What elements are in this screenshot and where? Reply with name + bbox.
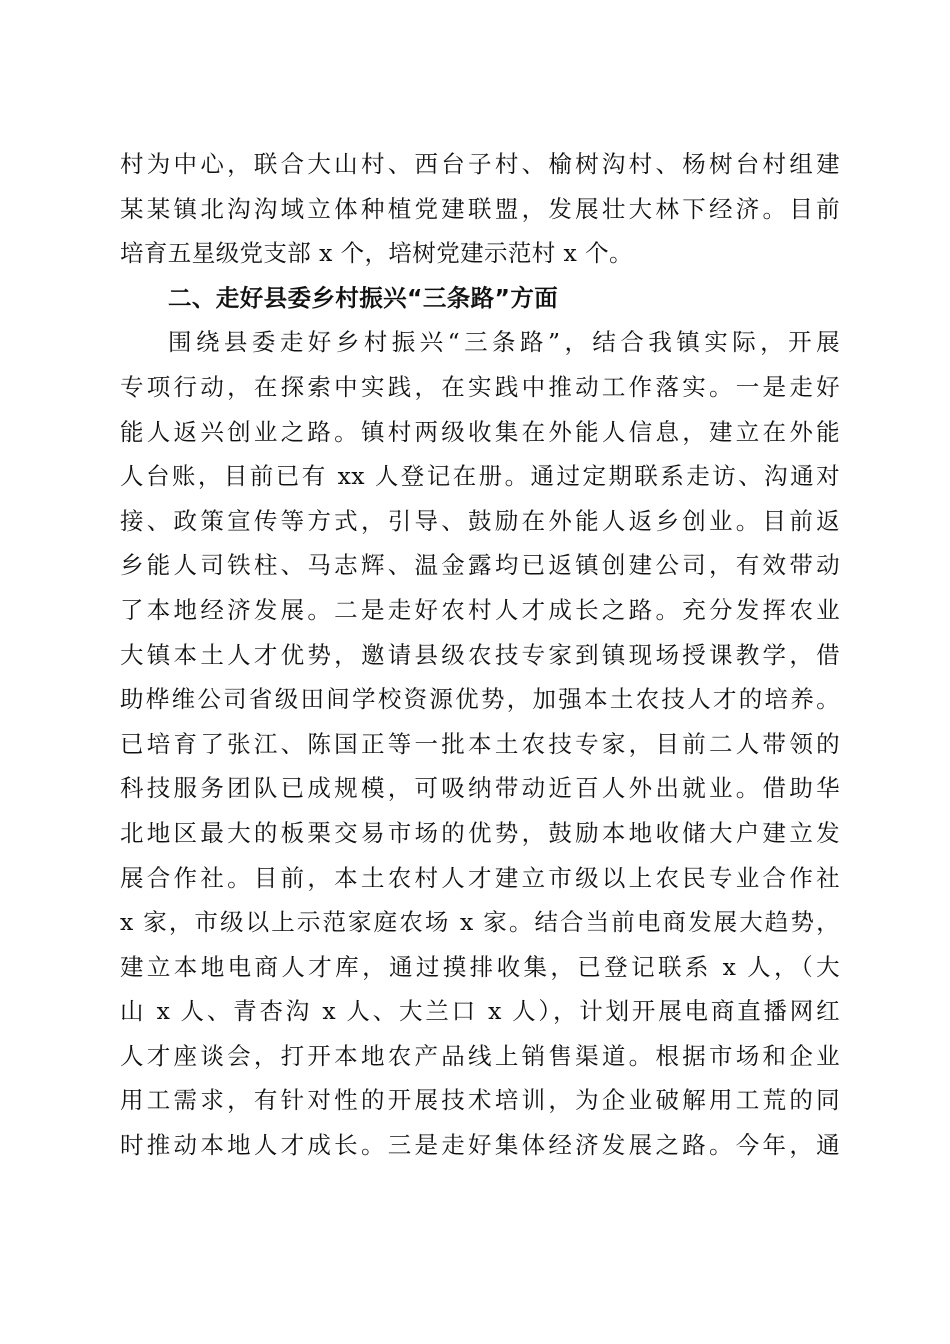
paragraph-line: 人台账，目前已有 xx 人登记在册。通过定期联系走访、沟通对 <box>120 462 840 491</box>
paragraph-line: 科技服务团队已成规模，可吸纳带动近百人外出就业。借助华 <box>120 774 840 803</box>
paragraph-line: 时推动本地人才成长。三是走好集体经济发展之路。今年，通 <box>120 1131 840 1160</box>
paragraph-line: 专项行动，在探索中实践，在实践中推动工作落实。一是走好 <box>120 372 840 401</box>
paragraph-line: 村为中心，联合大山村、西台子村、榆树沟村、杨树台村组建 <box>120 150 840 178</box>
paragraph-line: 围绕县委走好乡村振兴“三条路”，结合我镇实际，开展 <box>168 328 840 357</box>
paragraph-line: 北地区最大的板栗交易市场的优势，鼓励本地收储大户建立发 <box>120 818 840 847</box>
paragraph-line: 了本地经济发展。二是走好农村人才成长之路。充分发挥农业 <box>120 595 840 624</box>
paragraph-line: 接、政策宣传等方式，引导、鼓励在外能人返乡创业。目前返 <box>120 506 840 535</box>
section-heading: 二、走好县委乡村振兴“三条路”方面 <box>168 283 559 312</box>
paragraph-line: 山 x 人、青杏沟 x 人、大兰口 x 人），计划开展电商直播网红 <box>120 997 840 1026</box>
paragraph-line: 已培育了张江、陈国正等一批本土农技专家，目前二人带领的 <box>120 729 840 758</box>
paragraph-line: 人才座谈会，打开本地农产品线上销售渠道。根据市场和企业 <box>120 1041 840 1070</box>
paragraph-line: 助桦维公司省级田间学校资源优势，加强本土农技人才的培养。 <box>120 685 840 714</box>
document-body <box>120 142 840 1168</box>
paragraph-line: 某某镇北沟沟域立体种植党建联盟，发展壮大林下经济。目前 <box>120 194 840 223</box>
paragraph-line: 大镇本土人才优势，邀请县级农技专家到镇现场授课教学，借 <box>120 640 840 669</box>
paragraph-line: 建立本地电商人才库，通过摸排收集，已登记联系 x 人，（大 <box>120 952 840 981</box>
paragraph-line: 培育五星级党支部 x 个，培树党建示范村 x 个。 <box>120 239 633 268</box>
paragraph-line: x 家，市级以上示范家庭农场 x 家。结合当前电商发展大趋势， <box>120 908 840 937</box>
paragraph-line: 展合作社。目前，本土农村人才建立市级以上农民专业合作社 <box>120 863 840 892</box>
paragraph-line: 用工需求，有针对性的开展技术培训，为企业破解用工荒的同 <box>120 1086 840 1115</box>
paragraph-line: 乡能人司铁柱、马志辉、温金露均已返镇创建公司，有效带动 <box>120 551 840 580</box>
paragraph-line: 能人返兴创业之路。镇村两级收集在外能人信息，建立在外能 <box>120 417 840 446</box>
